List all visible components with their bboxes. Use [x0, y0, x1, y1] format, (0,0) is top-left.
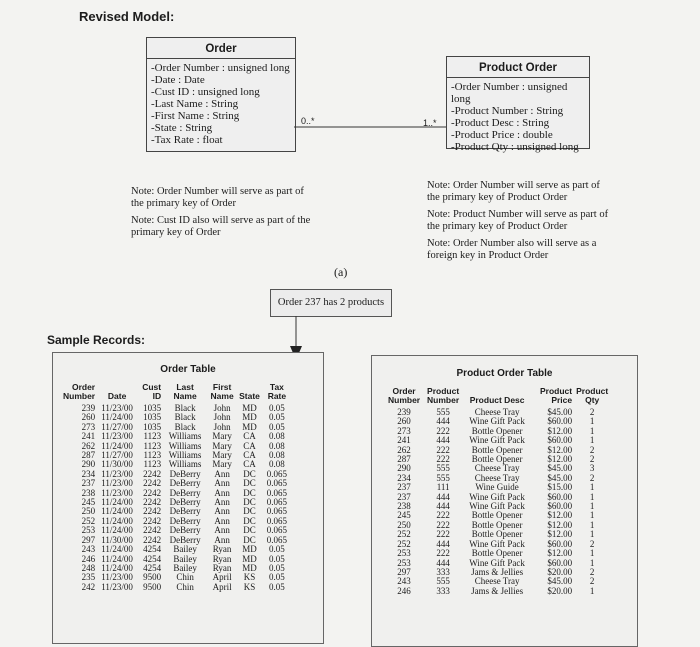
table-cell: 11/24/00 [101, 553, 133, 564]
table-cell: Wine Gift Pack [469, 538, 525, 549]
table-cell: $45.00 [547, 472, 573, 483]
column-header: State [239, 391, 260, 401]
table-cell: Williams [168, 440, 202, 451]
table-cell: 11/24/00 [101, 525, 133, 536]
table-cell: $20.00 [547, 585, 573, 596]
table-cell: 252 [397, 529, 411, 540]
note: Note: Order Number will serve as part of the primary key of Order [131, 186, 304, 209]
table-cell: $45.00 [547, 576, 573, 587]
revised-model-heading: Revised Model: [79, 9, 175, 24]
table-cell: KS [243, 572, 256, 583]
table-cell: 1123 [143, 450, 162, 461]
table-cell: 11/24/00 [101, 506, 133, 517]
table-cell: DeBerry [169, 487, 201, 498]
table-cell: 222 [436, 454, 450, 465]
table-cell: Bailey [173, 562, 197, 573]
table-cell: 11/23/00 [101, 478, 133, 489]
table-cell: DeBerry [169, 525, 201, 536]
class-attribute: -Cust ID : unsigned long [151, 86, 260, 98]
table-cell: Mary [212, 431, 232, 442]
table-cell: 1 [589, 435, 595, 446]
table-cell: 262 [397, 444, 411, 455]
table-cell: Bailey [173, 553, 197, 564]
table-cell: DC [243, 506, 256, 517]
table-cell: John [213, 412, 231, 423]
table-cell: $45.00 [547, 407, 573, 417]
table-cell: 11/23/00 [101, 487, 133, 498]
table-cell: Black [174, 412, 196, 423]
table-cell: 238 [81, 487, 96, 498]
table-cell: 11/24/00 [101, 440, 133, 451]
table-cell: Wine Gift Pack [469, 416, 525, 427]
table-cell: 555 [436, 407, 450, 417]
table-cell: $60.00 [547, 538, 573, 549]
table-cell: 11/23/00 [101, 403, 133, 413]
table-cell: Bottle Opener [471, 548, 523, 559]
table-cell: 246 [81, 553, 96, 564]
column-header: Product Number [427, 386, 460, 405]
table-cell: CA [243, 440, 256, 451]
column-header: Tax Rate [267, 382, 287, 401]
table-cell: 333 [436, 585, 450, 596]
table-cell: DC [243, 534, 256, 545]
column-header: Product Price [539, 386, 573, 405]
table-cell: 111 [436, 482, 450, 493]
table-cell: 237 [397, 491, 411, 502]
table-cell: 1123 [143, 431, 162, 442]
table-cell: Cheese Tray [474, 576, 520, 587]
table-cell: Chin [176, 572, 194, 583]
table-cell: 9500 [143, 581, 162, 592]
order-table-box [52, 352, 324, 644]
table-cell: 234 [397, 472, 411, 483]
table-cell: 1123 [143, 459, 162, 470]
table-cell: 238 [397, 501, 411, 512]
table-cell: 0.05 [269, 572, 285, 583]
class-attribute: -State : String [151, 122, 213, 134]
table-cell: 239 [397, 407, 411, 417]
table-cell: 11/27/00 [101, 450, 133, 461]
table-cell: Black [174, 421, 196, 432]
table-cell: 1 [589, 501, 595, 512]
table-cell: 297 [81, 534, 96, 545]
table-row [61, 583, 292, 592]
table-cell: MD [242, 544, 257, 555]
table-cell: $60.00 [547, 557, 573, 568]
right-multiplicity: 1..* [423, 118, 437, 128]
table-cell: Ann [214, 525, 230, 536]
table-cell: 1 [589, 585, 595, 596]
table-cell: 2 [589, 444, 595, 455]
table-cell: 1 [589, 548, 595, 559]
class-attribute: -Product Number : String [451, 105, 564, 117]
table-cell: Ann [214, 487, 230, 498]
table-cell: Chin [176, 581, 194, 592]
table-cell: 1 [589, 510, 595, 521]
table-cell: 2242 [143, 468, 162, 479]
table-cell: CA [243, 431, 256, 442]
table-cell: 241 [81, 431, 96, 442]
table-cell: 444 [436, 501, 450, 512]
table-cell: April [212, 572, 232, 583]
table-cell: DeBerry [169, 497, 201, 508]
table-cell: 0.065 [266, 525, 288, 536]
table-cell: 0.08 [269, 431, 285, 442]
table-cell: 0.065 [266, 478, 288, 489]
table-cell: DC [243, 468, 256, 479]
table-cell: 2 [589, 538, 595, 549]
order-class-title: Order [147, 38, 295, 59]
product-order-table [386, 387, 610, 596]
table-cell: DC [243, 515, 256, 526]
table-cell: $12.00 [547, 425, 573, 436]
table-cell: 4254 [143, 562, 162, 573]
table-cell: 243 [397, 576, 411, 587]
table-cell: KS [243, 581, 256, 592]
table-cell: 0.065 [266, 487, 288, 498]
table-cell: 1035 [143, 421, 162, 432]
table-cell: 2242 [143, 487, 162, 498]
table-cell: $12.00 [547, 548, 573, 559]
table-cell: $12.00 [547, 510, 573, 521]
table-cell: 11/24/00 [101, 544, 133, 555]
table-cell: Ann [214, 478, 230, 489]
table-cell: Bottle Opener [471, 454, 523, 465]
table-cell: 11/30/00 [101, 459, 133, 470]
table-cell: Bottle Opener [471, 519, 523, 530]
table-cell: April [212, 581, 232, 592]
class-attribute: -Product Desc : String [451, 117, 550, 129]
table-cell: 555 [436, 576, 450, 587]
table-cell: 333 [436, 566, 450, 577]
table-cell: Wine Gift Pack [469, 435, 525, 446]
table-cell: 0.05 [269, 553, 285, 564]
class-attribute: -Order Number : unsigned long [451, 81, 568, 105]
table-cell: $60.00 [547, 491, 573, 502]
table-cell: 250 [81, 506, 96, 517]
table-cell: John [213, 403, 231, 413]
table-cell: 248 [81, 562, 96, 573]
class-attribute: -Last Name : String [151, 98, 239, 110]
table-cell: 0.05 [269, 421, 285, 432]
table-cell: 2242 [143, 478, 162, 489]
table-cell: 444 [436, 435, 450, 446]
table-cell: Black [174, 403, 196, 413]
table-cell: 287 [397, 454, 411, 465]
product-order-class-title: Product Order [447, 57, 589, 78]
table-cell: 11/24/00 [101, 562, 133, 573]
table-cell: Wine Gift Pack [469, 501, 525, 512]
table-cell: 11/23/00 [101, 572, 133, 583]
table-cell: 1 [589, 529, 595, 540]
table-cell: John [213, 421, 231, 432]
note: Note: Cust ID also will serve as part of the primary key of Order [131, 215, 311, 238]
table-cell: 222 [436, 510, 450, 521]
table-cell: 11/23/00 [101, 431, 133, 442]
table-cell: 444 [436, 538, 450, 549]
table-cell: Williams [168, 450, 202, 461]
column-header: Last Name [173, 382, 197, 401]
table-cell: 2242 [143, 525, 162, 536]
table-cell: Bailey [173, 544, 197, 555]
column-header: Product Qty [576, 386, 609, 405]
table-cell: Wine Gift Pack [469, 557, 525, 568]
table-cell: 444 [436, 557, 450, 568]
table-cell: Ryan [212, 562, 232, 573]
table-cell: 444 [436, 416, 450, 427]
table-cell: 222 [436, 444, 450, 455]
table-cell: 11/24/00 [101, 515, 133, 526]
table-cell: 253 [397, 557, 411, 568]
note: Note: Order Number will serve as part of the primary key of Product Order [427, 180, 600, 203]
table-cell: 252 [397, 538, 411, 549]
table-cell: 2242 [143, 534, 162, 545]
table-cell: Wine Guide [475, 482, 519, 493]
class-attribute: -First Name : String [151, 110, 240, 122]
table-cell: 273 [81, 421, 96, 432]
left-multiplicity: 0..* [301, 116, 315, 126]
table-cell: CA [243, 450, 256, 461]
table-cell: DeBerry [169, 506, 201, 517]
table-cell: 0.08 [269, 440, 285, 451]
table-cell: DeBerry [169, 468, 201, 479]
order-table [61, 383, 292, 592]
table-cell: $12.00 [547, 529, 573, 540]
table-cell: 555 [436, 472, 450, 483]
table-cell: 222 [436, 548, 450, 559]
table-cell: 245 [397, 510, 411, 521]
table-cell: Williams [168, 459, 202, 470]
table-cell: Bottle Opener [471, 529, 523, 540]
table-cell: 243 [81, 544, 96, 555]
column-header: Product Desc [469, 395, 525, 405]
table-cell: Ann [214, 515, 230, 526]
table-cell: MD [242, 412, 257, 423]
table-cell: $20.00 [547, 566, 573, 577]
table-cell: 1 [589, 425, 595, 436]
table-cell: 2 [589, 566, 595, 577]
table-cell: 0.065 [266, 468, 288, 479]
note: Note: Order Number also will serve as a foreign key in Product Order [427, 238, 597, 261]
table-cell: Bottle Opener [471, 510, 523, 521]
table-cell: 0.065 [266, 506, 288, 517]
table-cell: 262 [81, 440, 96, 451]
table-cell: Mary [212, 450, 232, 461]
column-header: Order Number [63, 382, 96, 401]
table-row [386, 587, 610, 596]
table-cell: 246 [397, 585, 411, 596]
table-cell: 250 [397, 519, 411, 530]
table-cell: Ryan [212, 544, 232, 555]
table-cell: Cheese Tray [474, 463, 520, 474]
table-cell: Ann [214, 468, 230, 479]
table-cell: 11/27/00 [101, 421, 133, 432]
order-table-title: Order Table [160, 364, 216, 375]
table-cell: Jams & Jellies [471, 585, 524, 596]
table-cell: 1 [589, 416, 595, 427]
table-cell: 241 [397, 435, 411, 446]
table-cell: CA [243, 459, 256, 470]
table-cell: $60.00 [547, 501, 573, 512]
table-cell: 444 [436, 491, 450, 502]
table-cell: $60.00 [547, 435, 573, 446]
table-cell: 4254 [143, 553, 162, 564]
table-cell: 253 [397, 548, 411, 559]
table-cell: Wine Gift Pack [469, 491, 525, 502]
table-cell: Ann [214, 497, 230, 508]
table-cell: DC [243, 497, 256, 508]
table-cell: 2242 [143, 497, 162, 508]
table-cell: Jams & Jellies [471, 566, 524, 577]
table-cell: 242 [81, 581, 96, 592]
table-cell: 2 [589, 454, 595, 465]
table-cell: 252 [81, 515, 96, 526]
table-cell: 0.08 [269, 450, 285, 461]
table-cell: $12.00 [547, 454, 573, 465]
table-cell: DC [243, 487, 256, 498]
column-header: First Name [210, 382, 234, 401]
table-cell: 290 [81, 459, 96, 470]
table-cell: Cheese Tray [474, 472, 520, 483]
table-cell: 222 [436, 529, 450, 540]
table-cell: 4254 [143, 544, 162, 555]
note: Note: Product Number will serve as part of the primary key of Product Order [427, 209, 609, 232]
table-cell: 11/23/00 [101, 468, 133, 479]
table-cell: 11/30/00 [101, 534, 133, 545]
table-cell: 237 [81, 478, 96, 489]
table-cell: 11/23/00 [101, 581, 133, 592]
table-cell: 1 [589, 557, 595, 568]
table-cell: 1 [589, 519, 595, 530]
table-cell: 1 [589, 491, 595, 502]
table-cell: 0.065 [266, 497, 288, 508]
table-cell: Williams [168, 431, 202, 442]
class-attribute: -Product Qty : unsigned long [451, 141, 579, 153]
table-cell: 253 [81, 525, 96, 536]
table-cell: 11/24/00 [101, 497, 133, 508]
class-attribute: -Product Price : double [451, 129, 553, 141]
table-cell: Mary [212, 440, 232, 451]
table-cell: 2242 [143, 506, 162, 517]
table-cell: 0.065 [266, 515, 288, 526]
table-cell: Ann [214, 506, 230, 517]
table-cell: 287 [81, 450, 96, 461]
table-cell: Cheese Tray [474, 407, 520, 417]
column-header: Order Number [388, 386, 421, 405]
table-cell: 3 [589, 463, 595, 474]
column-header: Date [107, 391, 127, 401]
figure-label: (a) [334, 265, 348, 279]
table-cell: Ryan [212, 553, 232, 564]
table-cell: 0.065 [266, 534, 288, 545]
table-cell: 0.05 [269, 544, 285, 555]
table-cell: 245 [81, 497, 96, 508]
product-order-table-title: Product Order Table [456, 368, 553, 379]
table-cell: 234 [81, 468, 96, 479]
table-cell: 2 [589, 576, 595, 587]
callout-box: Order 237 has 2 products [270, 289, 392, 317]
table-cell: 260 [397, 416, 411, 427]
table-cell: DeBerry [169, 478, 201, 489]
sample-records-heading: Sample Records: [47, 333, 146, 347]
table-cell: 0.08 [269, 459, 285, 470]
table-cell: DC [243, 525, 256, 536]
table-cell: MD [242, 553, 257, 564]
product-order-table-box [371, 355, 638, 647]
table-cell: $45.00 [547, 463, 573, 474]
table-cell: 2 [589, 407, 595, 417]
table-cell: 1035 [143, 412, 162, 423]
table-cell: $60.00 [547, 416, 573, 427]
table-cell: 237 [397, 482, 411, 493]
table-cell: 1123 [143, 440, 162, 451]
table-cell: MD [242, 421, 257, 432]
class-attribute: -Order Number : unsigned long [151, 62, 290, 74]
table-cell: Mary [212, 459, 232, 470]
table-cell: 290 [397, 463, 411, 474]
table-cell: 1035 [143, 403, 162, 413]
table-cell: 9500 [143, 572, 162, 583]
table-cell: 0.05 [269, 412, 285, 423]
column-header: Cust ID [142, 382, 162, 401]
table-cell: 555 [436, 463, 450, 474]
table-cell: DeBerry [169, 515, 201, 526]
table-cell: $15.00 [547, 482, 573, 493]
table-cell: 0.05 [269, 403, 285, 413]
table-cell: DeBerry [169, 534, 201, 545]
class-attribute: -Tax Rate : float [151, 134, 223, 146]
table-cell: MD [242, 562, 257, 573]
table-cell: Bottle Opener [471, 444, 523, 455]
table-cell: 11/24/00 [101, 412, 133, 423]
table-cell: 239 [81, 403, 96, 413]
table-cell: MD [242, 403, 257, 413]
table-cell: 0.05 [269, 562, 285, 573]
table-cell: $12.00 [547, 444, 573, 455]
table-cell: 222 [436, 425, 450, 436]
table-cell: 235 [81, 572, 96, 583]
table-cell: $12.00 [547, 519, 573, 530]
table-cell: 1 [589, 482, 595, 493]
table-cell: 297 [397, 566, 411, 577]
table-cell: 2242 [143, 515, 162, 526]
class-attribute: -Date : Date [151, 74, 205, 86]
table-cell: 273 [397, 425, 411, 436]
table-cell: 260 [81, 412, 96, 423]
table-cell: Ann [214, 534, 230, 545]
table-cell: Bottle Opener [471, 425, 523, 436]
table-cell: 0.05 [269, 581, 285, 592]
table-cell: DC [243, 478, 256, 489]
table-cell: 222 [436, 519, 450, 530]
table-cell: 2 [589, 472, 595, 483]
